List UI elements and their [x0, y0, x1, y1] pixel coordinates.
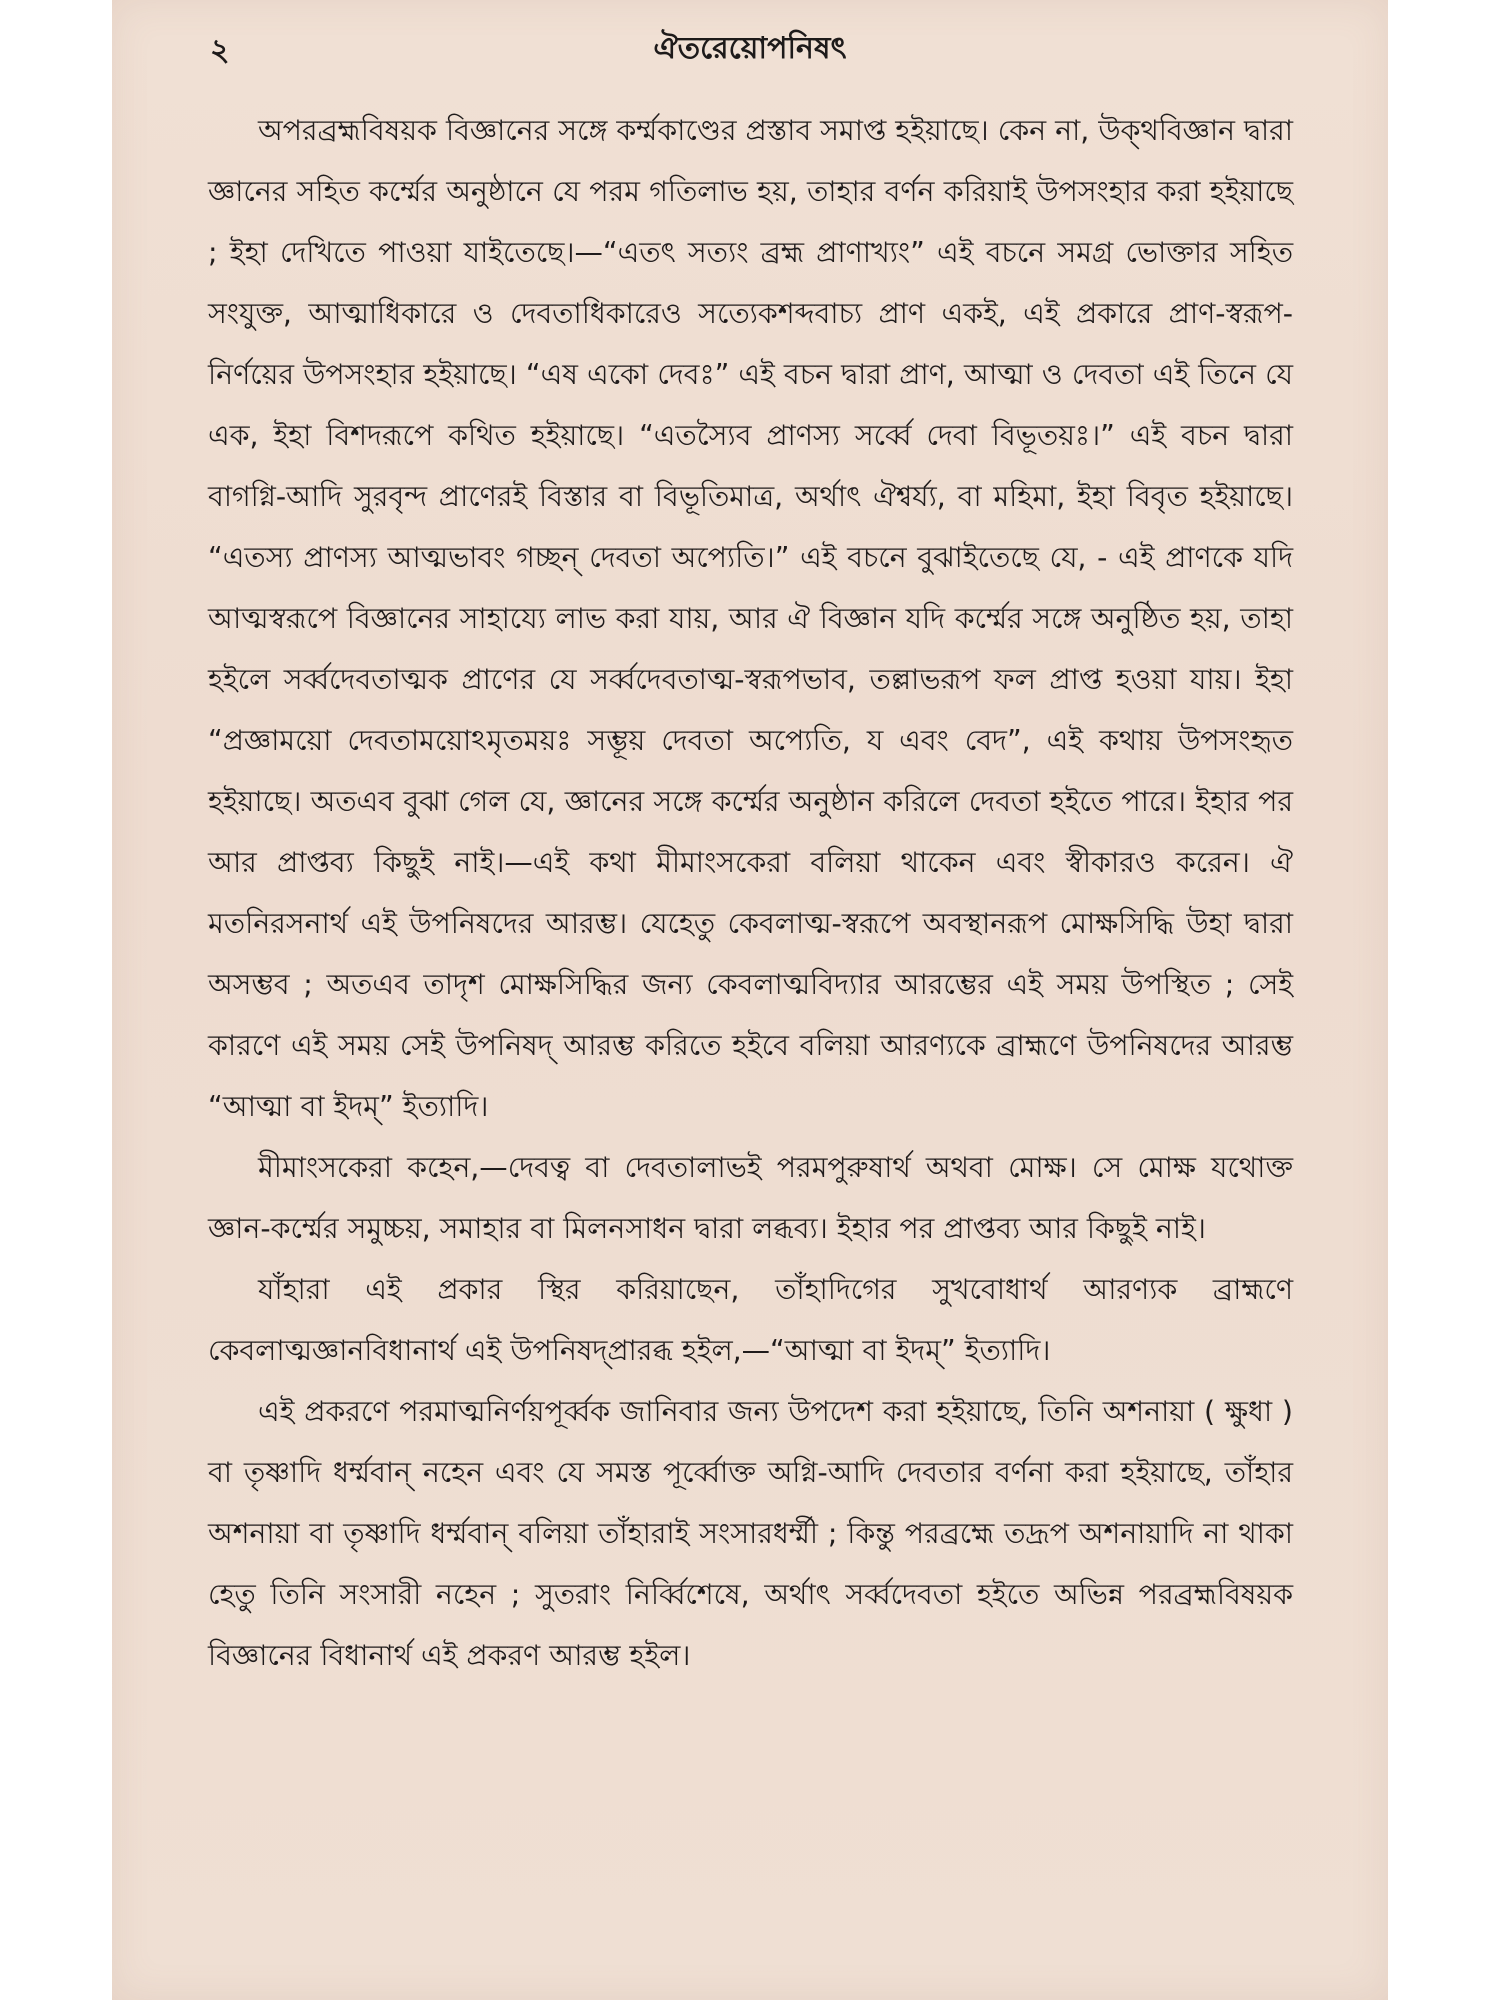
paragraph-4: এই প্রকরণে পরমাত্মনির্ণয়পূর্ব্বক জানিবার জন্য উপদেশ করা হইয়াছে, তিনি অশনায়া ( ক্ষুধা ) বা তৃষ্ণাদি ধর্ম্মবান্ নহেন এবং যে সমস্ত পূর্ব্বোক্ত অগ্নি-আদি দেবতার বর্ণনা করা হইয়াছে, তাঁহার অশনায়া বা তৃষ্ণাদি ধর্ম্মবান্ বলিয়া তাঁহারাই সংসারধর্ম্মী ; কিন্তু পরব্রহ্মে তদ্রূপ অশনায়াদি না থাকা হেতু তিনি সংসারী নহেন ; সুতরাং নির্ব্বিশেষে, অর্থাৎ সর্ব্বদেবতা হইতে অভিন্ন পরব্রহ্মবিষয়ক বিজ্ঞানের বিধানার্থ এই প্রকরণ আরম্ভ হইল।	[208, 1395, 1293, 1672]
body-text	[208, 100, 1293, 1686]
paragraph-1: অপরব্রহ্মবিষয়ক বিজ্ঞানের সঙ্গে কর্ম্মকাণ্ডের প্রস্তাব সমাপ্ত হইয়াছে। কেন না, উক্থবিজ্ঞান দ্বারা জ্ঞানের সহিত কর্ম্মের অনুষ্ঠানে যে পরম গতিলাভ হয়, তাহার বর্ণন করিয়াই উপসংহার করা হইয়াছে ; ইহা দেখিতে পাওয়া যাইতেছে।—“এতৎ সত্যং ব্রহ্ম প্রাণাখ্যং” এই বচনে সমগ্র ভোক্তার সহিত সংযুক্ত, আত্মাধিকারে ও দেবতাধিকারেও সত্যেকশব্দবাচ্য প্রাণ একই, এই প্রকারে প্রাণ-স্বরূপ-নির্ণয়ের উপসংহার হইয়াছে। “এষ একো দেবঃ” এই বচন দ্বারা প্রাণ, আত্মা ও দেবতা এই তিনে যে এক, ইহা বিশদরূপে কথিত হইয়াছে। “এতস্যৈব প্রাণস্য সর্ব্বে দেবা বিভূতয়ঃ।” এই বচন দ্বারা বাগগ্নি-আদি সুরবৃন্দ প্রাণেরই বিস্তার বা বিভূতিমাত্র, অর্থাৎ ঐশ্বর্য্য, বা মহিমা, ইহা বিবৃত হইয়াছে। “এতস্য প্রাণস্য আত্মভাবং গচ্ছন্ দেবতা অপ্যেতি।” এই বচনে বুঝাইতেছে যে, - এই প্রাণকে যদি আত্মস্বরূপে বিজ্ঞানের সাহায্যে লাভ করা যায়, আর ঐ বিজ্ঞান যদি কর্ম্মের সঙ্গে অনুষ্ঠিত হয়, তাহা হইলে সর্ব্বদেবতাত্মক প্রাণের যে সর্ব্বদেবতাত্ম-স্বরূপভাব, তল্লাভরূপ ফল প্রাপ্ত হওয়া যায়। ইহা “প্রজ্ঞাময়ো দেবতাময়োঽমৃতময়ঃ সম্ভূয় দেবতা অপ্যেতি, য এবং বেদ”, এই কথায় উপসংহৃত হইয়াছে। অতএব বুঝা গেল যে, জ্ঞানের সঙ্গে কর্ম্মের অনুষ্ঠান করিলে দেবতা হইতে পারে। ইহার পর আর প্রাপ্তব্য কিছুই নাই।—এই কথা মীমাংসকেরা বলিয়া থাকেন এবং স্বীকারও করেন। ঐ মতনিরসনার্থ এই উপনিষদের আরম্ভ। যেহেতু কেবলাত্ম-স্বরূপে অবস্থানরূপ মোক্ষসিদ্ধি উহা দ্বারা অসম্ভব ; অতএব তাদৃশ মোক্ষসিদ্ধির জন্য কেবলাত্মবিদ্যার আরম্ভের এই সময় উপস্থিত ; সেই কারণে এই সময় সেই উপনিষদ্ আরম্ভ করিতে হইবে বলিয়া আরণ্যকে ব্রাহ্মণে উপনিষদের আরম্ভ “আত্মা বা ইদম্” ইত্যাদি।	[208, 114, 1293, 1123]
page-number: ২	[210, 33, 230, 68]
book-page	[112, 0, 1388, 2000]
paragraph-3: যাঁহারা এই প্রকার স্থির করিয়াছেন, তাঁহাদিগের সুখবোধার্থ আরণ্যক ব্রাহ্মণে কেবলাত্মজ্ঞানবিধানার্থ এই উপনিষদ্প্রারব্ধ হইল,—“আত্মা বা ইদম্” ইত্যাদি।	[208, 1273, 1293, 1367]
running-title: ঐতরেয়োপনিষৎ	[653, 31, 847, 66]
paragraph-2: মীমাংসকেরা কহেন,—দেবত্ব বা দেবতালাভই পরমপুরুষার্থ অথবা মোক্ষ। সে মোক্ষ যথোক্ত জ্ঞান-কর্ম্মের সমুচ্চয়, সমাহার বা মিলনসাধন দ্বারা লব্ধব্য। ইহার পর প্রাপ্তব্য আর কিছুই নাই।	[208, 1151, 1293, 1245]
page-header	[112, 18, 1388, 78]
